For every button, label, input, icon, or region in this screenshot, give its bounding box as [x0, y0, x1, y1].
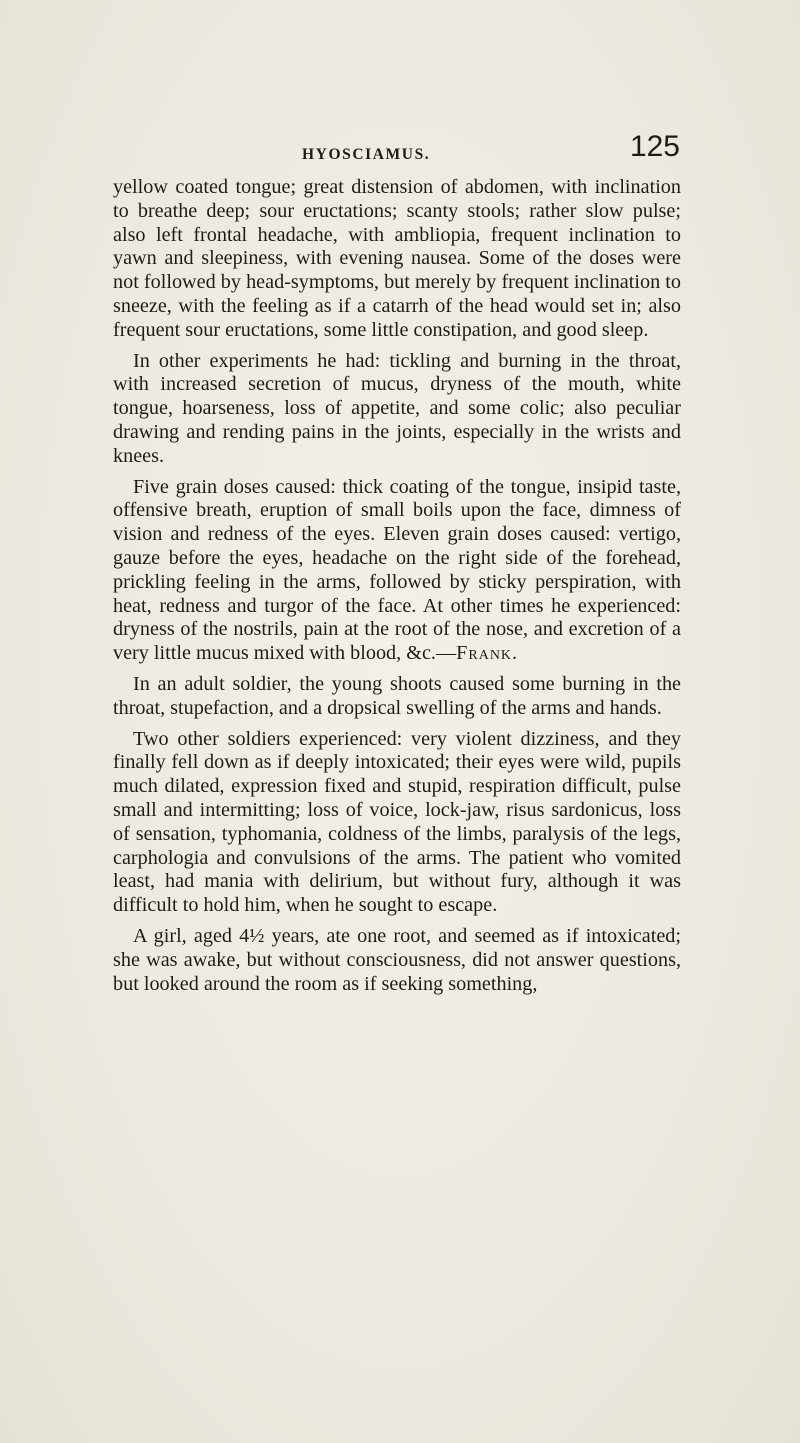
running-head: HYOSCIAMUS.: [302, 146, 431, 163]
paragraph-1-text: yellow coated tongue; great distension of abdomen, with inclination to breathe deep; sour eructations; scanty stools; rather slow pulse; also left frontal headache, with ambliopia, frequent inclination to yawn and sleepiness, with evening nausea. Some of the doses were not followed by head-symptoms, but merely by frequent inclination to sneeze, with the feeling as if a catarrh of the head would set in; also frequent sour eructations, some little constipation, and good sleep.: [113, 176, 681, 341]
paragraph-6: [113, 925, 681, 996]
paragraph-3: [113, 476, 681, 666]
paragraph-6-text: A girl, aged 4½ years, ate one root, and seemed as if intoxicated; she was awake, but without consciousness, did not answer questions, but looked around the room as if seeking something,: [113, 924, 681, 995]
page-number: 125: [629, 130, 680, 163]
paragraph-2: [113, 350, 681, 469]
paragraph-4-text: In an adult soldier, the young shoots caused some burning in the throat, stupefaction, and a dropsical swelling of the arms and hands.: [113, 672, 681, 719]
attribution-frank: Frank.: [456, 642, 519, 665]
paragraph-3-text: Five grain doses caused: thick coating of the tongue, insipid taste, offensive breath, eruption of small boils upon the face, dimness of vision and redness of the eyes. Eleven grain doses caused: vertigo, gauze before the eyes, headache on the right side of the forehead, prickling feeling in the arms, followed by sticky perspiration, with heat, redness and turgor of the face. At other times he experienced: dryness of the nostrils, pain at the root of the nose, and excretion of a very little mucus mixed with blood, &c.—: [113, 475, 681, 665]
paragraph-1: [113, 176, 681, 343]
paragraph-2-text: In other experiments he had: tickling and burning in the throat, with increased secretion of mucus, dryness of the mouth, white tongue, hoarseness, loss of appetite, and some colic; also peculiar drawing and rending pains in the joints, especially in the wrists and knees.: [113, 349, 681, 467]
body-text: [113, 176, 681, 1003]
page-header: [252, 114, 680, 164]
paragraph-5: [113, 728, 681, 918]
paragraph-4: [113, 673, 681, 721]
paragraph-5-text: Two other soldiers experienced: very violent dizziness, and they finally fell down as if deeply intoxicated; their eyes were wild, pupils much dilated, expression fixed and stupid, respiration difficult, pulse small and intermitting; loss of voice, lock-jaw, risus sardonicus, loss of sensation, typhomania, coldness of the limbs, paralysis of the legs, carphologia and convulsions of the arms. The patient who vomited least, had mania with delirium, but without fury, although it was difficult to hold him, when he sought to escape.: [113, 727, 681, 917]
